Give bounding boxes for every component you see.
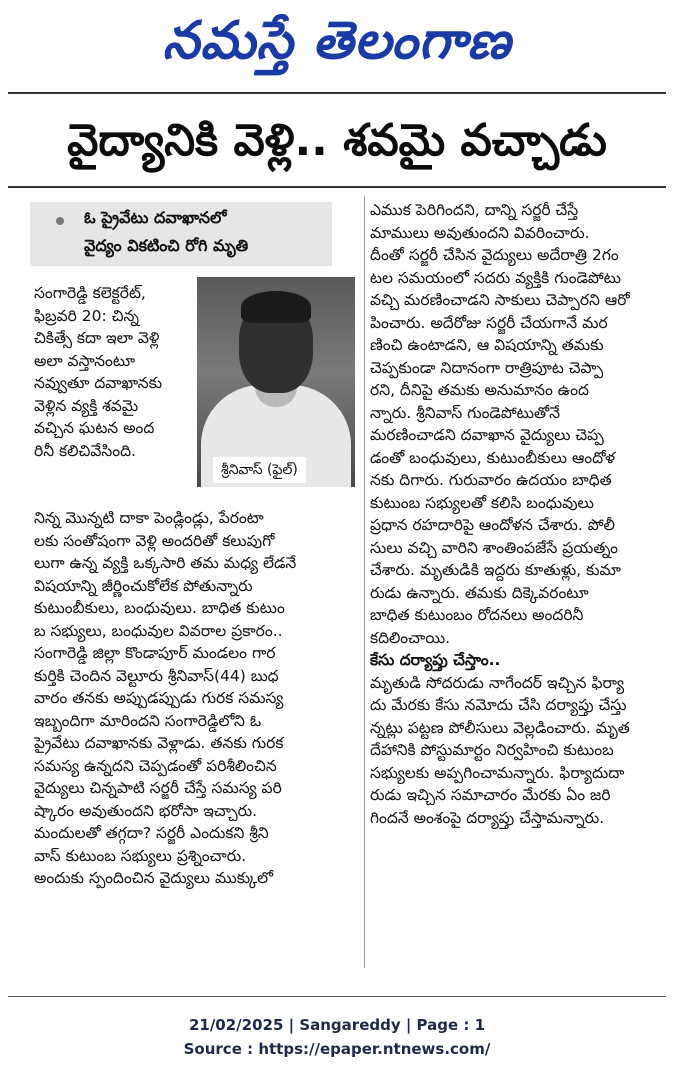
headline: వైద్యానికి వెళ్లి.. శవమై వచ్చాడు xyxy=(67,115,607,166)
text-line: నిన్న మొన్నటి దాకా పెండ్లిండ్లు, పేరంటా xyxy=(34,509,264,527)
text-line: డంతో బంధువులు, కుటుంబీకులు ఆందోళ xyxy=(370,448,616,467)
text-line: ణించి ఉంటాడని, ఆ విషయాన్ని తమకు xyxy=(370,336,604,354)
text-line: ష్కారం అవుతుందని భరోసా ఇచ్చారు. xyxy=(34,801,258,820)
text-line: కుటుంబ సభ్యులతో కలిసి బంధువులు xyxy=(370,493,594,512)
column-divider xyxy=(364,196,365,968)
masthead-logo: నమస్తే తెలంగాణ xyxy=(162,11,512,71)
text-line: లకు సంతోషంగా వెళ్లి అందరితో కలుపుగో xyxy=(34,531,275,550)
text-line: వచ్చి మరణించాడని సాకులు చెప్పారని ఆరో xyxy=(370,291,630,309)
text-line: లుగా ఉన్న వ్యక్తి ఒక్కసారి తమ మధ్య లేడనే xyxy=(34,554,297,572)
text-line: కదిలించాయి. xyxy=(370,628,451,647)
text-line: కుటుంబీకులు, బంధువులు. బాధిత కుటుం xyxy=(34,599,285,617)
text-line: రినీ కలిచివేసింది. xyxy=(34,441,136,460)
text-line: మృతుడి సోదరుడు నాగేందర్ ఇచ్చిన ఫిర్యా xyxy=(370,673,625,692)
text-line: న్నారు. శ్రీనివాస్ గుండెపోటుతోనే xyxy=(370,403,561,422)
text-line: సంగారెడ్డి జిల్లా కొండాపూర్ మండలం గార xyxy=(34,644,276,662)
person-photo xyxy=(197,277,355,487)
text-line: దేహానికి పోస్టుమార్టం నిర్వహించి కుటుంబ xyxy=(370,741,614,759)
text-line: వాస్ కుటుంబ సభ్యులు ప్రశ్నించారు. xyxy=(34,846,247,865)
text-line: మందులతో తగ్గదా? సర్జరీ ఎందుకని శ్రీని xyxy=(34,824,269,842)
article-body-right xyxy=(370,199,662,829)
text-line: పించారు. అదేరోజు సర్జరీ చేయగానే మర xyxy=(370,313,608,332)
article-body-left xyxy=(34,507,354,890)
text-line: రని, దీనిపై తమకు అనుమానం ఉంద xyxy=(370,381,589,399)
text-line: న్నట్లు పట్టణ పోలీసులు వెల్లడించారు. మృత xyxy=(370,718,630,737)
photo-caption: శ్రీనివాస్ (ఫైల్) xyxy=(213,457,306,483)
footer-source-link[interactable]: Source : https://epaper.ntnews.com/ xyxy=(183,1040,491,1058)
text-line: అలా వస్తానంటూ xyxy=(34,351,136,370)
subheadline-line-1: ఓ ప్రైవేటు దవాఖానలో xyxy=(84,208,227,227)
bullet-icon xyxy=(56,217,64,225)
text-line: చేశారు. మృతుడికి ఇద్దరు కూతుళ్లు, కుమా xyxy=(370,561,621,579)
text-line: మరణించాడని దవాఖాన వైద్యులు చెప్ప xyxy=(370,426,604,444)
text-line: నవ్వుతూ దవాఖానకు xyxy=(34,374,163,392)
text-line: ఇబ్బందిగా మారిందని సంగారెడ్డిలోని ఓ xyxy=(34,711,262,730)
text-line: గిందనే అంశంపై దర్యాప్తు చేస్తామన్నారు. xyxy=(370,808,605,827)
text-line: వారం తనకు అప్పుడప్పుడు గురక సమస్య xyxy=(34,689,284,707)
footer-rule xyxy=(8,996,666,997)
article-body-narrow xyxy=(34,282,192,462)
text-line: వైద్యులు చిన్నపాటి సర్జరీ చేస్తే సమస్య పరి xyxy=(34,779,282,797)
text-line: సమస్య ఉన్నదని చెప్పడంతో పరిశీలించిన xyxy=(34,756,277,775)
text-line: నకు దిగారు. గురువారం ఉదయం బాధిత xyxy=(370,471,612,489)
subheadline-line-2: వైద్యం వికటించి రోగి మృతి xyxy=(84,236,249,255)
text-line: ఫిబ్రవరి 20: చిన్న xyxy=(34,306,140,325)
text-line: చెప్పకుండా నిదానంగా రాత్రిపూట చెప్పా xyxy=(370,358,604,377)
text-line: విషయాన్ని జీర్ణించుకోలేక పోతున్నారు xyxy=(34,576,253,595)
footer-date-edition: 21/02/2025 | Sangareddy | Page : 1 xyxy=(188,1016,486,1034)
text-line: బాధిత కుటుంబం రోదనలు అందరినీ xyxy=(370,606,584,624)
text-line: ఎముక పెరిగిందని, దాన్ని సర్జరీ చేస్తే xyxy=(370,201,579,219)
text-line: రుడు ఉన్నారు. తమకు దిక్కెవరంటూ xyxy=(370,583,589,602)
subheadline-box xyxy=(30,202,332,266)
text-line: దీంతో సర్జరీ చేసిన వైద్యులు అదేరాత్రి 2గం xyxy=(370,246,619,264)
text-line: బ సభ్యులు, బంధువుల వివరాల ప్రకారం.. xyxy=(34,621,283,640)
text-line: వెళ్లిన వ్యక్తి శవమై xyxy=(34,396,139,415)
text-line: సులు వచ్చి వారిని శాంతింపజేసే ప్రయత్నం xyxy=(370,538,618,557)
text-line: సభ్యులకు అప్పగించామన్నారు. ఫిర్యాదుదా xyxy=(370,763,625,782)
text-line: దు మేరకు కేసు నమోదు చేసి దర్యాప్తు చేస్తు xyxy=(370,696,627,714)
text-line: చికిత్సే కదా ఇలా వెళ్లి xyxy=(34,329,160,347)
headline-rule xyxy=(8,186,666,188)
text-line: సంగారెడ్డి కలెక్టరేట్, xyxy=(34,284,146,302)
text-line: వచ్చిన ఘటన అంద xyxy=(34,419,155,437)
text-line: మాములు అవుతుందని వివరించారు. xyxy=(370,223,590,242)
text-line: ప్రధాన రహదారిపై ఆందోళన చేశారు. పోలీ xyxy=(370,516,615,534)
text-line: కుర్తికి చెందిన వెల్టూరు శ్రీనివాస్(44) బుధ xyxy=(34,666,279,685)
masthead-rule xyxy=(8,92,666,94)
photo-hair xyxy=(241,291,311,323)
text-line: అందుకు స్పందించిన వైద్యులు ముక్కులో xyxy=(34,869,274,887)
text-line: రుడు ఇచ్చిన సమాచారం మేరకు ఏం జరి xyxy=(370,786,611,804)
text-line: ప్రైవేటు దవాఖానకు వెళ్లాడు. తనకు గురక xyxy=(34,734,284,752)
section-subheading: కేసు దర్యాప్తు చేస్తాం.. xyxy=(370,651,501,669)
text-line: టల సమయంలో సదరు వ్యక్తికి గుండెపోటు xyxy=(370,268,622,287)
